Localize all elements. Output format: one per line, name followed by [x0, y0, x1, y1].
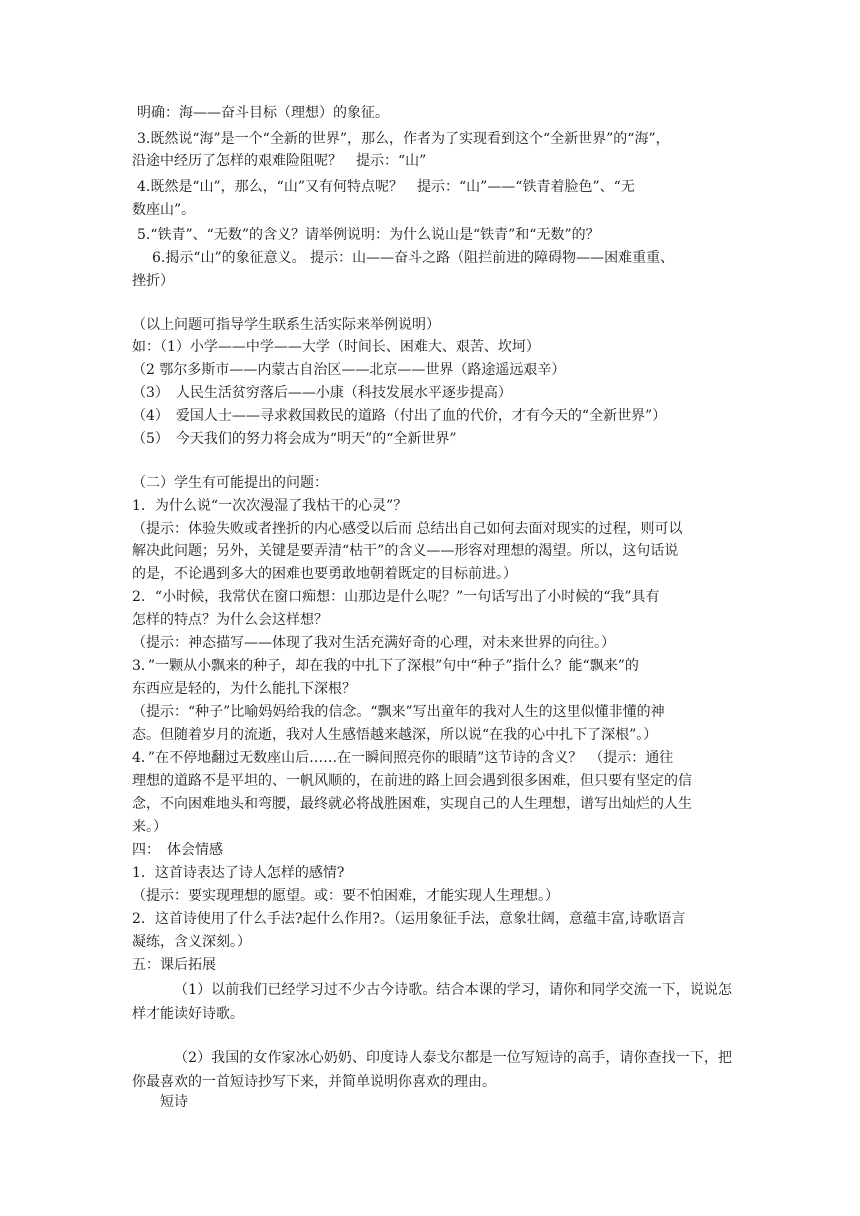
- text-line-15: （二）学生有可能提出的问题：: [132, 475, 328, 491]
- text-line-13: （4） 爱国人士——寻求救国救民的道路（付出了血的代价，才有今天的“全新世界”）: [132, 408, 667, 424]
- short-poem-label: 短诗: [160, 1094, 188, 1110]
- text-line-16: 1．为什么说“一次次漫湿了我枯干的心灵”？: [132, 498, 408, 514]
- text-line-25: （提示：“种子”比喻妈妈给我的信念。“飘来”写出童年的我对人生的这里似懂非懂的神: [132, 704, 665, 720]
- text-line-27: 4．”在不停地翻过无数座山后……在一瞬间照亮你的眼睛”这节诗的含义？ （提示：通往: [132, 750, 674, 766]
- extension-para-2: （2）我国的女作家冰心奶奶、印度诗人泰戈尔都是一位写短诗的高手，请你查找一下，把你最喜欢的一首短诗抄写下来，并简单说明你喜欢的理由。: [132, 1050, 732, 1090]
- text-line-19: 的是，不论遇到多大的困难也要勇敢地朝着既定的目标前进。）: [132, 566, 517, 582]
- text-line-21: 怎样的特点？为什么会这样想？: [132, 612, 328, 628]
- text-line-34: 2．这首诗使用了什么手法?起什么作用?。（运用象征手法，意象壮阔，意蕴丰富,诗歌语言: [132, 911, 686, 927]
- text-line-6: 5.“铁青”、“无数”的含义？请举例说明：为什么说山是“铁青”和“无数”的？: [137, 227, 600, 243]
- text-line-24: 东西应是轻的，为什么能扎下深根？: [132, 681, 356, 697]
- text-line-20: 2．“小时候，我常伏在窗口痴想：山那边是什么呢？”一句话写出了小时候的“我”具有: [132, 589, 660, 605]
- section-heading-5: 五：课后拓展: [132, 957, 216, 973]
- text-line-3: 沿途中经历了怎样的艰难险阻呢？ 提示：“山”: [132, 153, 427, 169]
- text-line-9: （以上问题可指导学生联系生活实际来举例说明）: [132, 317, 440, 333]
- extension-para-1: （1）以前我们已经学习过不少古今诗歌。结合本课的学习，请你和同学交流一下，说说怎样才能读好诗歌。: [132, 982, 732, 1022]
- text-line-1: 明确：海——奋斗目标（理想）的象征。: [137, 105, 389, 121]
- text-line-12: （3） 人民生活贫穷落后——小康（科技发展水平逐步提高）: [132, 385, 512, 401]
- text-line-2: 3.既然说“海”是一个“全新的世界”，那么，作者为了实现看到这个“全新世界”的“海”，: [137, 131, 670, 147]
- text-line-11: （2 鄂尔多斯市——内蒙古自治区——北京——世界（路途遥远艰辛）: [132, 362, 566, 378]
- text-line-14: （5） 今天我们的努力将会成为“明天”的“全新世界”: [132, 431, 457, 447]
- text-line-32: 1．这首诗表达了诗人怎样的感情?: [132, 865, 345, 881]
- text-line-28: 理想的道路不是平坦的、一帆风顺的，在前进的路上回会遇到很多困难，但只要有坚定的信: [132, 773, 692, 789]
- text-line-29: 念，不向困难地头和弯腰，最终就必将战胜困难，实现自己的人生理想，谱写出灿烂的人生: [132, 796, 692, 812]
- text-line-30: 来。）: [132, 819, 167, 835]
- text-line-23: 3．”一颗从小飘来的种子，却在我的中扎下了深根”句中“种子”指什么？能“飘来”的: [132, 658, 639, 674]
- text-line-35: 凝练，含义深刻。）: [132, 934, 251, 950]
- text-line-26: 态。但随着岁月的流逝，我对人生感悟越来越深，所以说“在我的心中扎下了深根”。）: [132, 727, 658, 743]
- text-line-4: 4.既然是“山”，那么，“山”又有何特点呢？ 提示：“山”——“铁青着脸色”、“无: [137, 179, 635, 195]
- text-line-17: （提示：体验失败或者挫折的内心感受以后而 总结出自己如何去面对现实的过程，则可以: [132, 521, 683, 537]
- text-line-8: 挫折）: [132, 273, 174, 289]
- text-line-10: 如：（1）小学——中学——大学（时间长、困难大、艰苦、坎坷）: [132, 339, 540, 355]
- text-line-7: 6.揭示“山”的象征意义。 提示：山——奋斗之路（阻拦前进的障碍物——困难重重、: [152, 250, 675, 266]
- section-heading-4: 四： 体会情感: [132, 842, 223, 858]
- text-line-22: （提示：神态描写——体现了我对生活充满好奇的心理，对未来世界的向往。）: [132, 635, 615, 651]
- text-line-33: （提示：要实现理想的愿望。或：要不怕困难，才能实现人生理想。）: [132, 888, 559, 904]
- text-line-18: 解决此问题；另外，关键是要弄清“枯干”的含义——形容对理想的渴望。所以，这句话说: [132, 543, 679, 559]
- text-line-5: 数座山”。: [132, 202, 196, 218]
